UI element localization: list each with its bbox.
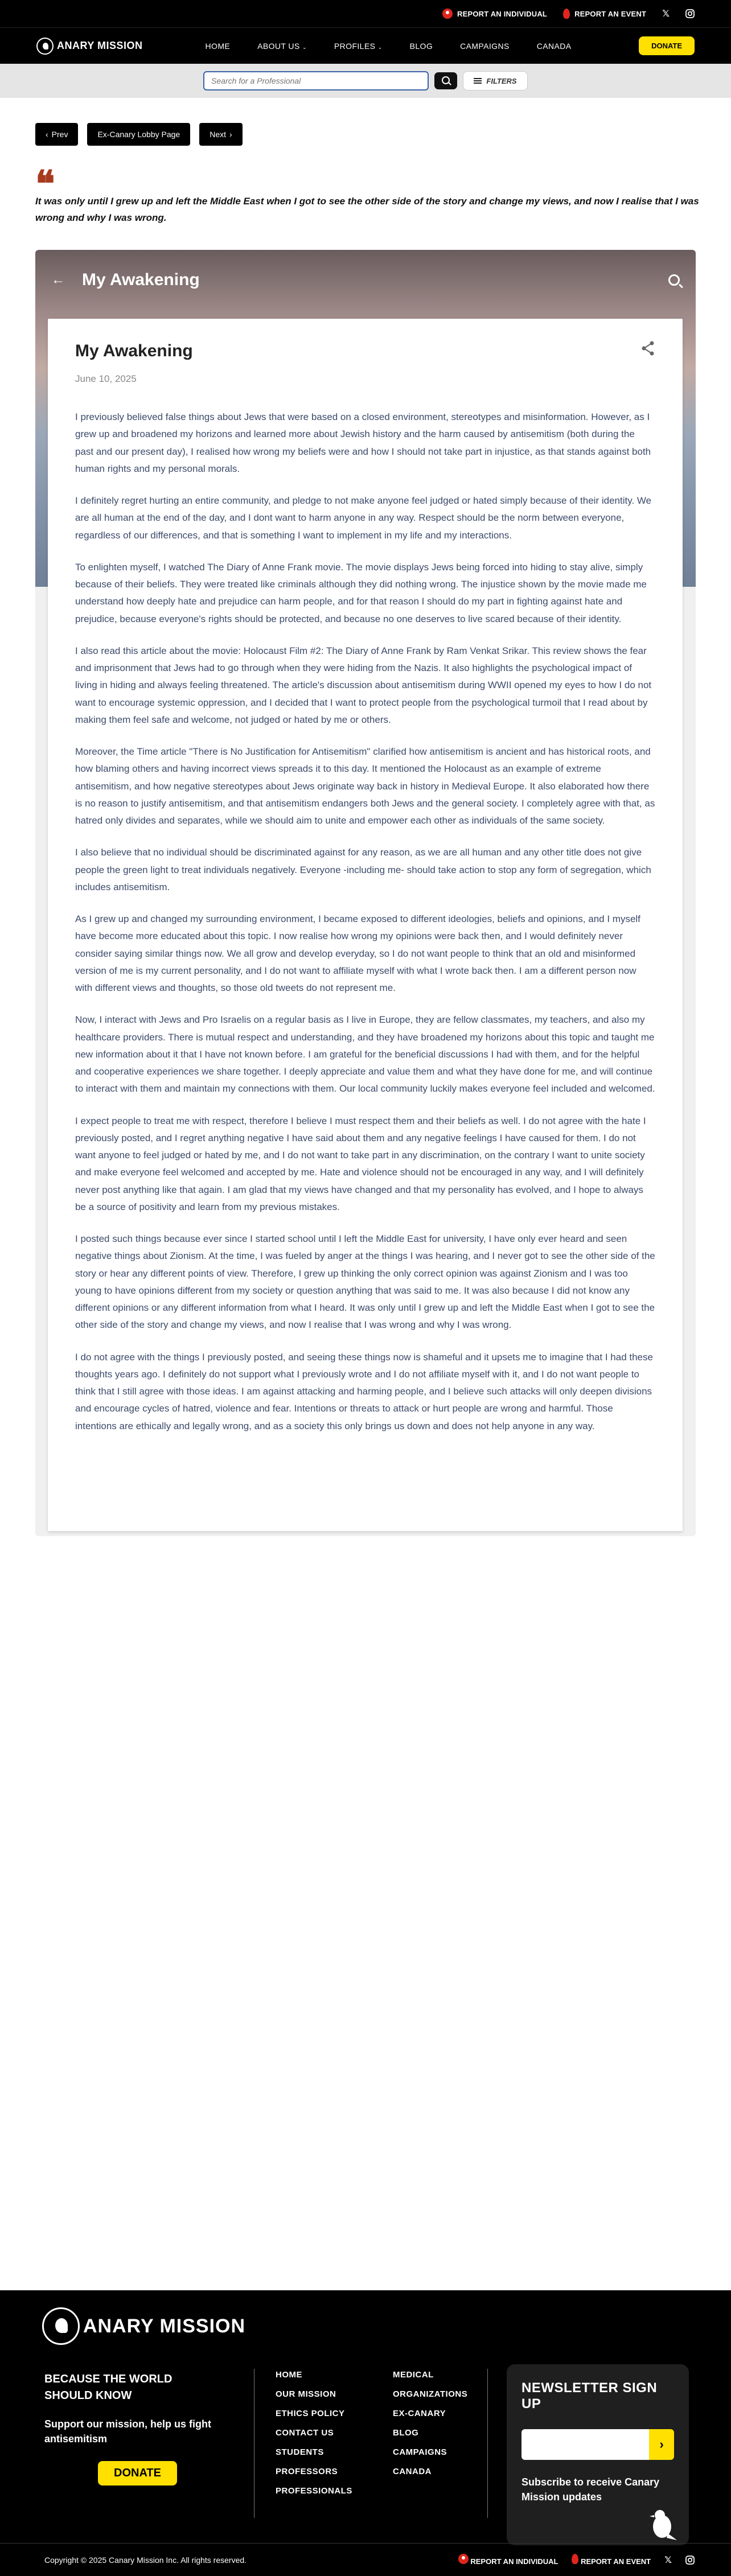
footer-logo[interactable] bbox=[42, 2307, 245, 2345]
prev-button[interactable] bbox=[35, 123, 78, 146]
article-paragraph: I also believe that no individual should be discriminated against for any reason, as we are all human and any other title does not give people the green light to treat individuals negatively. Everyone -including me- should take action to stop any form of segregation, which includes antisemitism. bbox=[75, 847, 651, 892]
footer-link-campaigns[interactable]: CAMPAIGNS bbox=[393, 2447, 447, 2457]
article-paragraph: I definitely regret hurting an entire community, and pledge to not make anyone feel judged or hated simply because of their identity. We are all human at the end of the day, and I dont want to harm anyone in any way. Respect should be the norm between everyone, regardless of our differences, and that is something I want to implement in my life and my interactions. bbox=[75, 495, 652, 541]
nav-item-campaigns[interactable]: CAMPAIGNS bbox=[460, 41, 510, 51]
footer-link-ex-canary[interactable]: EX-CANARY bbox=[393, 2409, 446, 2418]
canary-logo-icon bbox=[42, 2307, 80, 2345]
newsletter-form bbox=[521, 2429, 674, 2460]
flame-icon bbox=[563, 9, 570, 19]
chevron-left-icon: ‹ bbox=[46, 130, 48, 139]
arrow-right-icon: › bbox=[659, 2437, 664, 2451]
report-event-link[interactable] bbox=[563, 9, 646, 19]
main-nav bbox=[0, 27, 731, 64]
nav-item-about-us[interactable] bbox=[257, 42, 307, 51]
footer-link-ethics-policy[interactable]: ETHICS POLICY bbox=[276, 2409, 345, 2418]
footer-report-individual-label: REPORT AN INDIVIDUAL bbox=[470, 2557, 558, 2566]
pull-quote: It was only until I grew up and left the Middle East when I got to see the other side of the story and change my views, and now I realise that I was wrong and why I was wrong. bbox=[35, 196, 699, 223]
person-alert-icon bbox=[458, 2554, 469, 2564]
hero-title: My Awakening bbox=[82, 270, 200, 289]
article-paragraph: I posted such things because ever since I started school until I left the Middle East for university, I have only ever heard and seen negative things about Zionism. At the time, I was fueled by anger at the things I was hearing, and I never got to see the other side of the story or hear any different points of view. Therefore, I grew up thinking the only correct opinion was against Zionism and I was too young to have opinions different from my society or question anything that was said to me. It was also because I did not know any different opinions or any different information from what I heard. It was only until I grew up and left the Middle East when I got to see the other side of the story and change my views, and now I realise that I was wrong and why I was wrong. bbox=[75, 1233, 655, 1331]
footer-donate-button[interactable]: DONATE bbox=[98, 2461, 177, 2486]
footer-link-blog[interactable]: BLOG bbox=[393, 2428, 419, 2438]
next-button[interactable] bbox=[199, 123, 242, 146]
canary-bird-icon bbox=[645, 2507, 679, 2541]
logo-text: ANARY MISSION bbox=[57, 40, 143, 51]
nav-profiles-label: PROFILES bbox=[334, 41, 376, 51]
nav-item-canada[interactable]: CANADA bbox=[536, 41, 572, 51]
back-arrow-icon[interactable]: ← bbox=[51, 272, 65, 287]
nav-item-home[interactable]: HOME bbox=[205, 41, 231, 51]
nav-item-profiles[interactable] bbox=[334, 42, 383, 51]
newsletter-email-input[interactable] bbox=[521, 2429, 649, 2460]
article-paragraph: I expect people to treat me with respect, therefore I believe I must respect them and their beliefs as well. I do not agree with the hate I previously posted, and I regret anything negative I have said about them and any negative feelings I have caused for them. I do not want anyone to feel judged or hated by me, and I do not want to take part in any discrimination, on the contrary I want to unite society and make everyone feel welcomed and accepted by me. Hate and violence should not be encouraged in any way, and I will definitely never post anything like that again. I am glad that my views have changed and that my personality has evolved, and I hope to always be a source of positivity and learn from my previous mistakes. bbox=[75, 1115, 646, 1212]
filters-button[interactable] bbox=[463, 71, 528, 90]
footer-link-home[interactable]: HOME bbox=[276, 2370, 302, 2380]
article-paragraph: I previously believed false things about Jews that were based on a closed environment, stereotypes and misinformation. However, as I grew up and broadened my horizons and learned more about Jewish history and the harm caused by antisemitism (both during the past and our present day), I realised how wrong my beliefs were and how I should not take part in injustice, as that stands against both human rights and my personal morals. bbox=[75, 411, 651, 474]
newsletter-subtext: Subscribe to receive Canary Mission updates bbox=[521, 2476, 660, 2503]
footer-link-contact-us[interactable]: CONTACT US bbox=[276, 2428, 334, 2438]
report-event-label: REPORT AN EVENT bbox=[574, 9, 647, 18]
footer-bottom-bar bbox=[0, 2543, 731, 2576]
article-paragraph: As I grew up and changed my surrounding environment, I became exposed to different ideologies, beliefs and opinions, and I myself have become more educated about this topic. I now realise how wrong my opinions were back then, and I would definitely never consider saying similar things now. We all grow and develop everyday, so I do not want people to think that an old and misinformed version of me is my current personality, and I do not want to affiliate myself with what I wrote back then. I am a different person now with different views and thoughts, so those old tweets do not represent me. bbox=[75, 913, 640, 993]
lobby-page-button[interactable]: Ex-Canary Lobby Page bbox=[87, 123, 190, 146]
article-paragraph: To enlighten myself, I watched The Diary of Anne Frank movie. The movie displays Jews being forced into hiding to stay alive, simply because of their beliefs. They were treated like criminals although they did nothing wrong. The injustice shown by the movie made me understand how deeply hate and prejudice can harm people, and for that reason I should do my part in fighting against hate and prejudice, because everyone's rights should be protected, and because no one deserves to live scared because of their identity. bbox=[75, 561, 647, 624]
quote-mark-icon: ❝ bbox=[35, 163, 55, 205]
footer-tagline: BECAUSE THE WORLD SHOULD KNOW bbox=[44, 2373, 173, 2402]
footer-links-col-1 bbox=[276, 2370, 352, 2496]
article-body bbox=[75, 409, 655, 1435]
newsletter-title: NEWSLETTER SIGN UP bbox=[521, 2380, 658, 2412]
pager bbox=[35, 123, 243, 146]
donate-button[interactable]: DONATE bbox=[639, 36, 695, 55]
footer-report-individual-link[interactable] bbox=[458, 2554, 558, 2566]
article-card bbox=[48, 319, 683, 1531]
article-title: My Awakening bbox=[75, 341, 193, 360]
footer-report-links bbox=[458, 2554, 695, 2566]
site-logo[interactable] bbox=[36, 38, 143, 55]
footer-report-event-label: REPORT AN EVENT bbox=[581, 2557, 651, 2566]
footer-link-professionals[interactable]: PROFESSIONALS bbox=[276, 2486, 352, 2496]
filter-icon bbox=[474, 78, 482, 84]
article-paragraph: I do not agree with the things I previously posted, and seeing these things now is shameful and it upsets me to imagine that I had these thoughts years ago. I definitely do not support what I previously wrote and I do not affiliate myself with it, and I do not want people to think that I still agree with those ideas. I am against attacking and harming people, and I believe such attacks will only deepen divisions and encourage cycles of hatred, violence and fear. Intentions or threats to attack or hurt people are wrong and harmful. Those intentions are ethically and legally wrong, and as a society this only brings us down and does not help anyone in any way. bbox=[75, 1351, 653, 1431]
footer-link-organizations[interactable]: ORGANIZATIONS bbox=[393, 2389, 468, 2399]
search-bar bbox=[0, 64, 731, 98]
article-paragraph: Now, I interact with Jews and Pro Israelis on a regular basis as I live in Europe, they are fellow classmates, my teachers, and also my healthcare providers. There is mutual respect and understanding, and they have broadened my horizons about this topic and taught me new information about it that I have not known before. I am grateful for the beneficial discussions I had with them, and for the helpful and cooperative experiences we share together. I deeply appreciate and value them and what they have done for me, and will continue to interact with them and maintain my connections with them. Our local community luckily makes everyone feel included and welcomed. bbox=[75, 1014, 655, 1094]
instagram-icon[interactable] bbox=[685, 9, 695, 18]
footer-logo-text: ANARY MISSION bbox=[83, 2315, 246, 2337]
search-input[interactable] bbox=[203, 71, 429, 90]
hero-bar bbox=[35, 250, 696, 310]
x-icon[interactable]: 𝕏 bbox=[664, 2555, 672, 2565]
footer-link-students[interactable]: STUDENTS bbox=[276, 2447, 324, 2457]
footer-link-our-mission[interactable]: OUR MISSION bbox=[276, 2389, 336, 2399]
flame-icon bbox=[572, 2554, 578, 2564]
chevron-right-icon: › bbox=[229, 130, 232, 139]
footer-support-text: Support our mission, help us fight antisemitism bbox=[44, 2418, 211, 2445]
copyright-text: Copyright © 2025 Canary Mission Inc. All rights reserved. bbox=[44, 2555, 247, 2565]
top-utility-bar bbox=[0, 0, 731, 27]
search-icon[interactable] bbox=[668, 274, 680, 286]
canary-logo-icon bbox=[36, 38, 54, 55]
instagram-icon[interactable] bbox=[685, 2556, 695, 2565]
footer-link-canada[interactable]: CANADA bbox=[393, 2467, 432, 2476]
article-paragraph: I also read this article about the movie: Holocaust Film #2: The Diary of Anne Frank by Ram Venkat Srikar. This review shows the fear and imprisonment that Jews had to go through when they were hiding from the Nazis. It also highlights the psychological impact of living in hiding and always feeling threatened. The article's discussion about antisemitism during WWII opened my eyes to how I do not want to encourage systemic oppression, and I decided that I want to protect people from the psychological turmoil that I read about by making them feel safe and welcome, not judged or hated by me or others. bbox=[75, 645, 652, 725]
chevron-down-icon: ⌄ bbox=[302, 44, 307, 50]
prev-label: Prev bbox=[51, 130, 68, 139]
search-button[interactable] bbox=[434, 72, 457, 89]
footer-divider bbox=[487, 2369, 488, 2518]
person-alert-icon bbox=[442, 9, 453, 19]
next-label: Next bbox=[210, 130, 227, 139]
footer-links-col-2 bbox=[393, 2370, 467, 2476]
report-individual-label: REPORT AN INDIVIDUAL bbox=[457, 9, 548, 18]
nav-menu bbox=[206, 42, 572, 51]
share-icon[interactable] bbox=[640, 340, 655, 356]
article-paragraph: Moreover, the Time article "There is No Justification for Antisemitism" clarified how antisemitism is ancient and has historical roots, and how blaming others and having incorrect views spreads it to this day. It mentioned the Holocaust as an example of extreme antisemitism, and how negative stereotypes about Jews originate way back in history in Medieval Europe. It also elaborated how there is no reason to justify antisemitism, and that antisemitism endangers both Jews and the general society. I completely agree with that, as hatred only divides and separates, while we should aim to unite and empower each other as individuals of the same society. bbox=[75, 746, 655, 826]
chevron-down-icon: ⌄ bbox=[377, 44, 383, 50]
nav-item-blog[interactable]: BLOG bbox=[409, 41, 433, 51]
article-date: June 10, 2025 bbox=[75, 373, 137, 384]
footer-report-event-link[interactable] bbox=[572, 2554, 651, 2566]
footer-link-professors[interactable]: PROFESSORS bbox=[276, 2467, 338, 2476]
newsletter-submit-button[interactable] bbox=[649, 2429, 674, 2460]
report-individual-link[interactable] bbox=[442, 9, 547, 19]
footer-link-medical[interactable]: MEDICAL bbox=[393, 2370, 434, 2380]
site-footer bbox=[0, 2290, 731, 2576]
x-icon[interactable]: 𝕏 bbox=[662, 9, 670, 19]
nav-about-label: ABOUT US bbox=[257, 41, 300, 51]
filters-label: FILTERS bbox=[486, 76, 517, 85]
